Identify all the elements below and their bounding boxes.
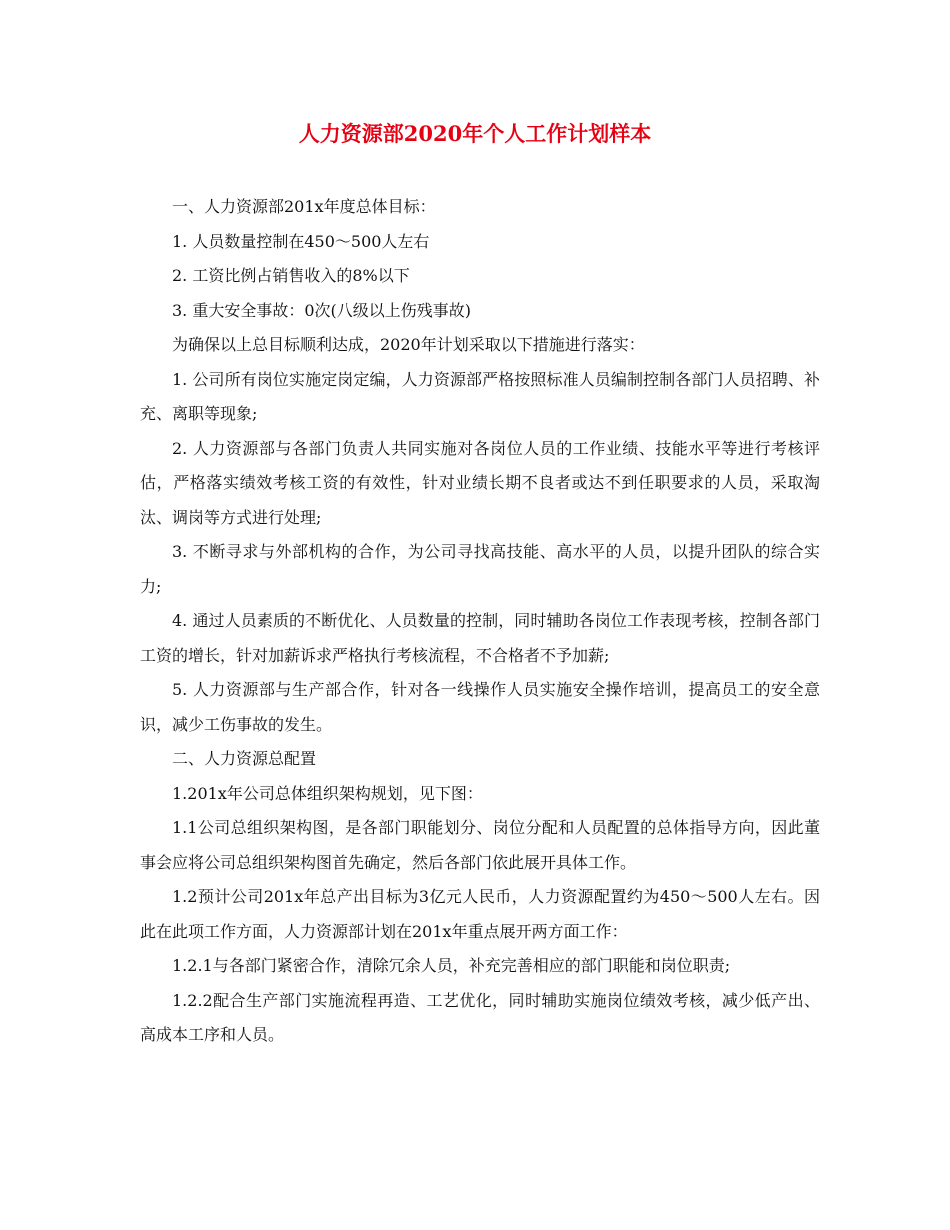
document-body: [140, 190, 820, 1053]
goal-item-3: 3. 重大安全事故：0次(八级以上伤残事故): [172, 300, 472, 320]
allocation-item-1: 1.201x年公司总体组织架构规划，见下图：: [172, 783, 483, 803]
goal-item-1: 1. 人员数量控制在450～500人左右: [172, 231, 430, 251]
measure-item-4: 4. 通过人员素质的不断优化、人员数量的控制，同时辅助各岗位工作表现考核，控制各部门工资的增长，针对加薪诉求严格执行考核流程，不合格者不予加薪;: [140, 611, 820, 665]
goal-item-2: 2. 工资比例占销售收入的8%以下: [172, 266, 410, 285]
section-heading-goals: 一、人力资源部201x年度总体目标：: [172, 197, 436, 216]
document-title: 人力资源部2020年个人工作计划样本: [298, 121, 652, 146]
measures-intro: 为确保以上总目标顺利达成，2020年计划采取以下措施进行落实：: [172, 335, 645, 354]
allocation-item-1-2-2: 1.2.2配合生产部门实施流程再造、工艺优化，同时辅助实施岗位绩效考核，减少低产出、高成本工序和人员。: [140, 990, 820, 1044]
allocation-item-1-2: 1.2预计公司201x年总产出目标为3亿元人民币，人力资源配置约为450～500人左右。因此在此项工作方面，人力资源部计划在201x年重点展开两方面工作：: [140, 887, 820, 941]
measure-item-3: 3. 不断寻求与外部机构的合作，为公司寻找高技能、高水平的人员，以提升团队的综合实力;: [140, 542, 820, 596]
measure-item-5: 5. 人力资源部与生产部合作，针对各一线操作人员实施安全操作培训，提高员工的安全意识，减少工伤事故的发生。: [140, 680, 820, 734]
section-heading-allocation: 二、人力资源总配置: [172, 749, 317, 768]
allocation-item-1-1: 1.1公司总组织架构图，是各部门职能划分、岗位分配和人员配置的总体指导方向，因此董事会应将公司总组织架构图首先确定，然后各部门依此展开具体工作。: [140, 818, 820, 872]
allocation-item-1-2-1: 1.2.1与各部门紧密合作，清除冗余人员，补充完善相应的部门职能和岗位职责;: [172, 956, 731, 975]
measure-item-1: 1. 公司所有岗位实施定岗定编，人力资源部严格按照标准人员编制控制各部门人员招聘、补充、离职等现象;: [140, 369, 820, 423]
measure-item-2: 2. 人力资源部与各部门负责人共同实施对各岗位人员的工作业绩、技能水平等进行考核评估，严格落实绩效考核工资的有效性，针对业绩长期不良者或达不到任职要求的人员，采取淘汰、调岗等方式进行处理;: [140, 438, 820, 527]
